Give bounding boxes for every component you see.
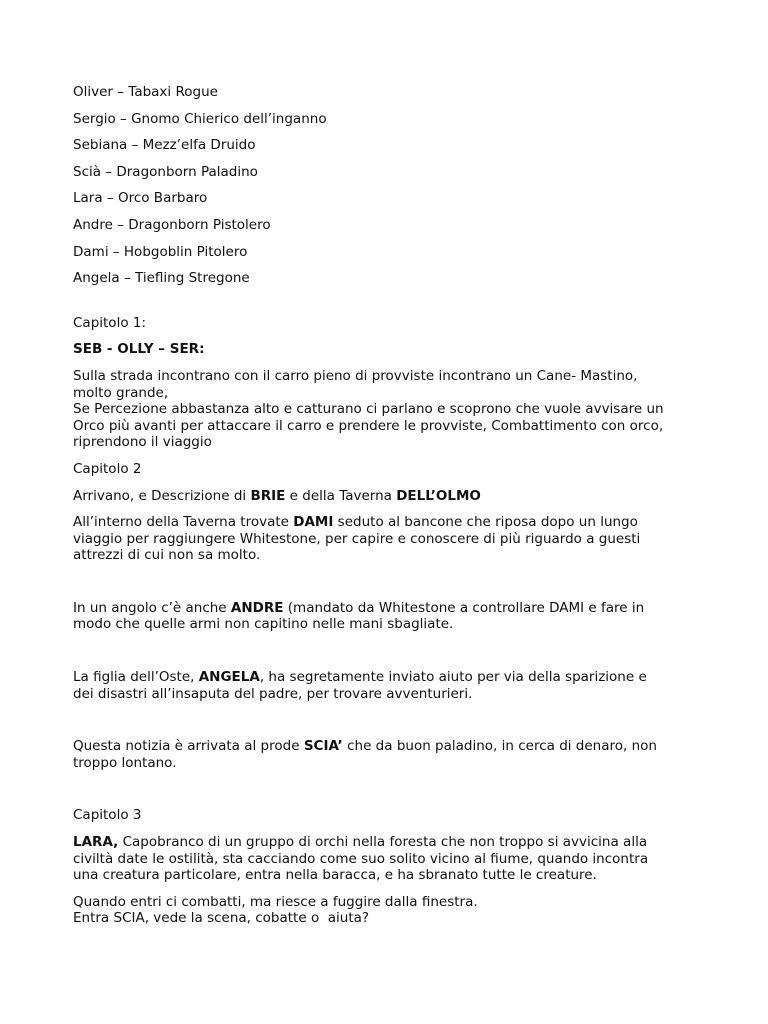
body-line: molto grande, <box>73 384 169 401</box>
character-entry: Sebiana – Mezz’elfa Druido <box>73 137 256 154</box>
character-entry: Sergio – Gnomo Chierico dell’inganno <box>73 110 327 127</box>
lara-name: LARA, <box>73 834 119 851</box>
character-entry: Oliver – Tabaxi Rogue <box>73 84 218 100</box>
character-entry: Andre – Dragonborn Pistolero <box>73 216 271 233</box>
scia-paragraph: Questa notizia è arrivata al prode SCIA’ che da buon paladino, in cerca di denaro, non troppo lontano. <box>73 738 657 771</box>
body-line: Orco più avanti per attaccare il carro e prendere le provviste, Combattimento con orco, <box>73 417 664 434</box>
body-line: Se Percezione abbastanza alto e catturano ci parlano e scoprono che vuole avvisare un <box>73 401 664 418</box>
arrival-line: Arrivano, e Descrizione di BRIE e della Taverna DELL’OLMO <box>73 487 481 504</box>
tavern-name: DELL’OLMO <box>396 487 481 504</box>
dami-name: DAMI <box>293 514 334 531</box>
brie-name: BRIE <box>250 487 286 504</box>
ending-paragraph: Quando entri ci combatti, ma riesce a fuggire dalla finestra. Entra SCIA, vede la scena, cobatte o aiuta? <box>73 893 478 927</box>
body-line: Sulla strada incontrano con il carro pieno di provviste incontrano un Cane- Mastino, <box>73 367 638 384</box>
party-names: SEB - OLLY – SER: <box>73 341 205 358</box>
andre-name: ANDRE <box>230 599 284 616</box>
dami-paragraph: All’interno della Taverna trovate DAMI seduto al bancone che riposa dopo un lungo viaggio per raggiungere Whitestone, per capire e conoscere di più riguardo a guesti attrezzi di cui non sa molto. <box>73 514 641 564</box>
lara-paragraph: LARA, Capobranco di un gruppo di orchi nella foresta che non troppo si avvicina alla civiltà date le ostilità, sta cacciando come suo solito vicino al fiume, quando incontra una creatura particolare, entra nella baracca, e ha sbranato tutte le creature. <box>73 834 649 884</box>
character-entry: Angela – Tiefling Stregone <box>73 270 250 287</box>
angela-name: ANGELA <box>198 669 260 686</box>
chapter-1-body <box>73 368 703 451</box>
character-entry: Lara – Orco Barbaro <box>73 190 208 207</box>
chapter-3-heading: Capitolo 3 <box>73 807 142 824</box>
document-page <box>73 84 703 937</box>
body-line: riprendono il viaggio <box>73 434 212 451</box>
chapter-2-heading: Capitolo 2 <box>73 460 142 477</box>
character-entry: Scià – Dragonborn Paladino <box>73 163 258 180</box>
chapter-1-heading: Capitolo 1: <box>73 314 147 331</box>
chapter-1-party <box>73 341 703 358</box>
character-entry: Dami – Hobgoblin Pitolero <box>73 243 248 260</box>
scia-name: SCIA’ <box>303 738 343 755</box>
andre-paragraph: In un angolo c’è anche ANDRE (mandato da Whitestone a controllare DAMI e fare in modo che quelle armi non capitino nelle mani sbagliate. <box>73 599 645 633</box>
angela-paragraph: La figlia dell’Oste, ANGELA, ha segretamente inviato aiuto per via della sparizione e dei disastri all’insaputa del padre, per trovare avventurieri. <box>73 669 647 702</box>
character-list <box>73 84 703 287</box>
